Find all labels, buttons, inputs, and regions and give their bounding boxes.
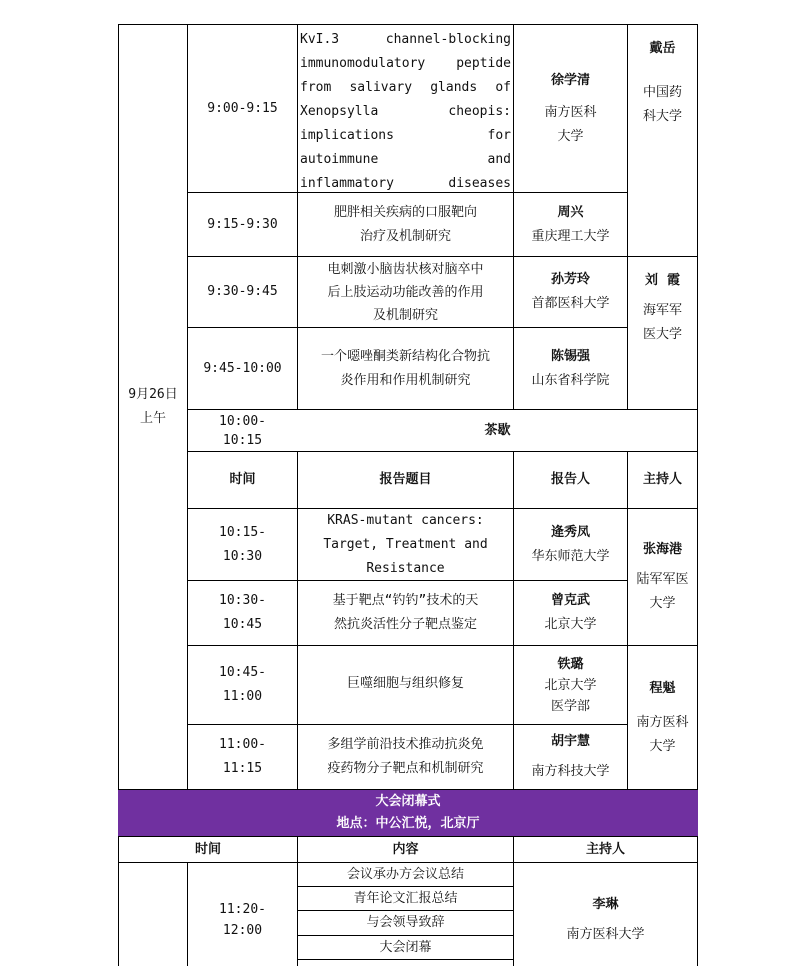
speaker-name: 胡宇慧 — [550, 734, 590, 749]
time-cell: 10:15- 10:30 — [219, 524, 266, 564]
speaker-name: 徐学清 — [550, 72, 590, 88]
host-name: 李琳 — [592, 897, 619, 912]
session-date: 9月26日 上午 — [128, 387, 178, 426]
header-speaker: 报告人 — [550, 472, 590, 487]
host-affiliation: 中国药 科大学 — [642, 85, 682, 124]
talk-title: 基于靶点“钓钓”技术的天 然抗炎活性分子靶点鉴定 — [332, 593, 479, 632]
host-affiliation: 南方医科大学 — [566, 927, 645, 942]
break-label: 茶歇 — [484, 422, 511, 438]
time-cell: 10:45- 11:00 — [219, 665, 266, 704]
host-block — [628, 646, 697, 789]
speaker-block — [514, 328, 627, 409]
speaker-affiliation: 北京大学 医学部 — [544, 677, 597, 714]
time-cell: 9:00-9:15 — [207, 100, 278, 116]
host-name: 程魁 — [649, 680, 676, 696]
closing-item: 青年论文汇报总结 — [353, 890, 458, 906]
break-time: 10:00- 10:15 — [219, 413, 266, 448]
speaker-affiliation: 南方科技大学 — [531, 764, 610, 779]
closing-item: 大会闭幕 — [379, 939, 432, 955]
host-block — [628, 25, 697, 256]
speaker-affiliation: 山东省科学院 — [531, 372, 610, 388]
host-name: 刘 霞 — [644, 273, 681, 288]
speaker-affiliation: 南方医科 大学 — [544, 104, 597, 144]
host-block — [628, 257, 697, 409]
host-block — [628, 509, 697, 645]
closing-time: 11:20- 12:00 — [219, 902, 266, 938]
talk-title: KvI.3 channel-blocking immunomodulatory peptide from salivary glands of Xenopsylla cheopis: implications for autoimmune and inflammatory diseases — [300, 32, 511, 191]
closing-banner — [118, 790, 698, 836]
host-affiliation: 陆军军医 大学 — [636, 572, 689, 611]
speaker-affiliation: 华东师范大学 — [531, 548, 610, 564]
time-cell: 10:30- 10:45 — [219, 593, 266, 632]
time-cell: 11:00- 11:15 — [219, 737, 266, 776]
talk-title: 电刺激小脑齿状核对脑卒中 后上肢运动功能改善的作用 及机制研究 — [327, 261, 484, 323]
header-host: 主持人 — [642, 472, 682, 487]
speaker-block — [514, 646, 627, 724]
speaker-block — [514, 581, 627, 645]
speaker-block — [514, 509, 627, 580]
speaker-block — [514, 725, 627, 789]
banner-location: 地点：中公汇悦，北京厅 — [336, 816, 480, 831]
host-name: 戴岳 — [649, 41, 676, 56]
talk-title: 肥胖相关疾病的口服靶向 治疗及机制研究 — [333, 204, 477, 244]
speaker-affiliation: 重庆理工大学 — [531, 228, 610, 244]
host-name: 张海港 — [642, 542, 682, 557]
time-cell: 9:45-10:00 — [203, 360, 282, 376]
time-cell: 9:15-9:30 — [207, 216, 278, 232]
speaker-affiliation: 北京大学 — [544, 617, 597, 632]
speaker-name: 孙芳玲 — [550, 272, 590, 287]
closing-host-block — [514, 880, 697, 960]
speaker-affiliation: 首都医科大学 — [531, 296, 610, 311]
speaker-name: 曾克武 — [550, 593, 590, 608]
speaker-name: 铁璐 — [557, 656, 584, 672]
speaker-name: 陈锡强 — [550, 348, 590, 364]
speaker-block — [514, 193, 627, 256]
time-cell: 9:30-9:45 — [207, 284, 278, 299]
talk-title: 一个噁唑酮类新结构化合物抗 炎作用和作用机制研究 — [320, 348, 490, 388]
header-title: 报告题目 — [379, 472, 432, 487]
host-affiliation: 南方医科 大学 — [636, 714, 689, 754]
closing-item: 会议承办方会议总结 — [346, 866, 464, 882]
talk-title: KRAS-mutant cancers: Target, Treatment and Resistance — [323, 512, 488, 576]
closing-item: 与会领导致辞 — [366, 915, 445, 930]
speaker-block — [514, 257, 627, 327]
speaker-name: 逄秀凤 — [550, 524, 590, 540]
talk-title: 巨噬细胞与组织修复 — [346, 676, 464, 691]
talk-title: 多组学前沿技术推动抗炎免 疫药物分子靶点和机制研究 — [327, 737, 484, 776]
closing-header-time: 时间 — [194, 841, 221, 857]
speaker-block — [514, 25, 627, 192]
banner-title: 大会闭幕式 — [375, 794, 441, 809]
speaker-name: 周兴 — [557, 204, 584, 220]
closing-header-host: 主持人 — [585, 841, 625, 857]
host-affiliation: 海军军 医大学 — [642, 303, 682, 342]
header-time: 时间 — [229, 472, 256, 487]
closing-header-content: 内容 — [392, 841, 419, 857]
